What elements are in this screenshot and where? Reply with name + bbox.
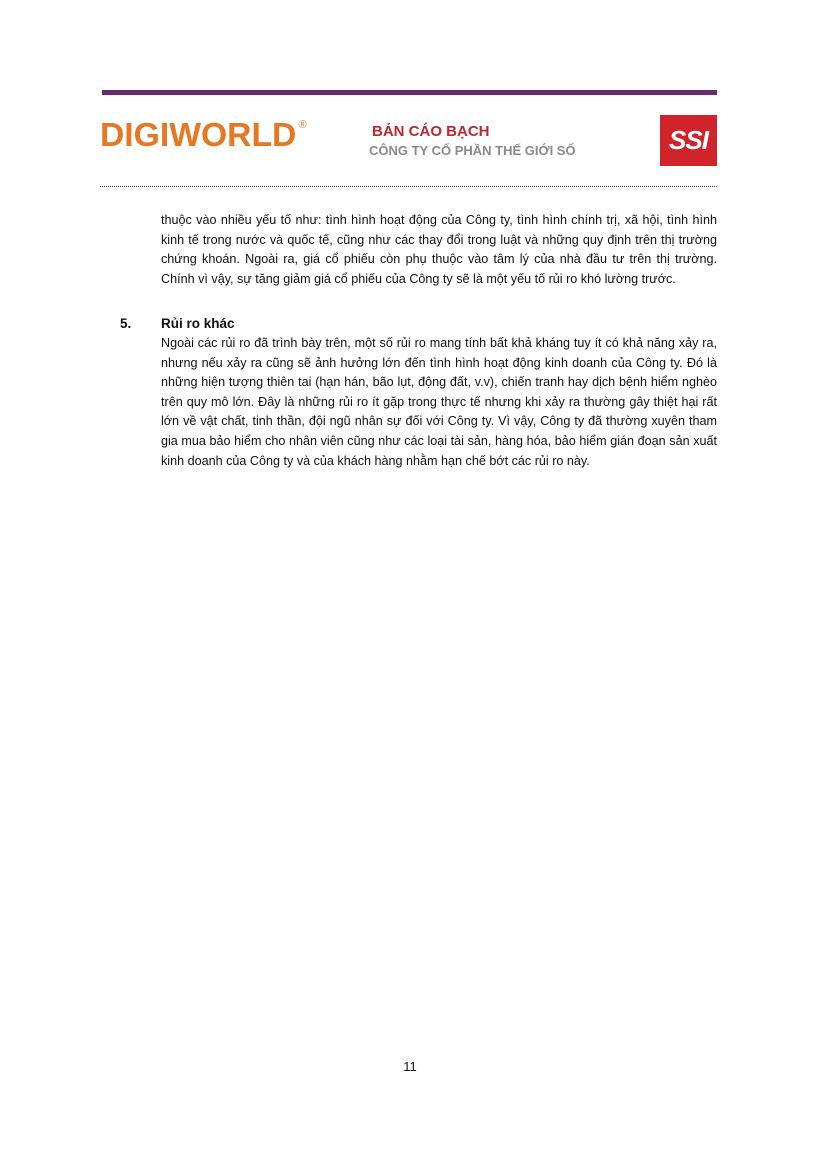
ssi-logo-text: SSI (669, 125, 708, 155)
registered-mark: ® (298, 119, 307, 131)
digiworld-logo (100, 118, 307, 151)
section-number: 5. (120, 316, 132, 331)
continuation-paragraph: thuộc vào nhiều yếu tố như: tình hình hoạt động của Công ty, tình hình chính trị, xã hội, tình hình kinh tế trong nước và quốc tế, cũng như các thay đổi trong luật và những quy định trên thị trường chứng khoán. Ngoài ra, giá cổ phiếu còn phụ thuộc vào tâm lý của nhà đầu tư trên thị trường. Chính vì vậy, sự tăng giảm giá cổ phiếu của Công ty sẽ là một yếu tố rủi ro khó lường trước. (161, 213, 717, 286)
ssi-logo (660, 115, 717, 166)
logo-text: DIGIWORLD (100, 116, 297, 153)
company-name: CÔNG TY CỔ PHẦN THẾ GIỚI SỐ (369, 143, 576, 158)
header-dotted-divider (100, 186, 717, 187)
section-paragraph: Ngoài các rủi ro đã trình bày trên, một số rủi ro mang tính bất khả kháng tuy ít có khả năng xảy ra, nhưng nếu xảy ra cũng sẽ ảnh hưởng lớn đến tình hình hoạt động kinh doanh của Công ty. Đó là những hiện tượng thiên tai (hạn hán, bão lụt, động đất, v.v), chiến tranh hay dịch bệnh hiểm nghèo trên quy mô lớn. Đây là những rủi ro ít gặp trong thực tế nhưng khi xảy ra thường gây thiệt hại rất lớn về vật chất, tinh thần, đội ngũ nhân sự đối với Công ty. Vì vậy, Công ty đã thường xuyên tham gia mua bảo hiểm cho nhân viên cũng như các loại tài sản, hàng hóa, bảo hiểm gián đoạn sản xuất kinh doanh của Công ty và của khách hàng nhằm hạn chế bớt các rủi ro này. (161, 336, 717, 468)
document-title: BẢN CÁO BẠCH (372, 123, 490, 140)
section-title: Rủi ro khác (161, 316, 235, 331)
page-number: 11 (403, 1059, 417, 1074)
header-top-rule (102, 90, 717, 95)
